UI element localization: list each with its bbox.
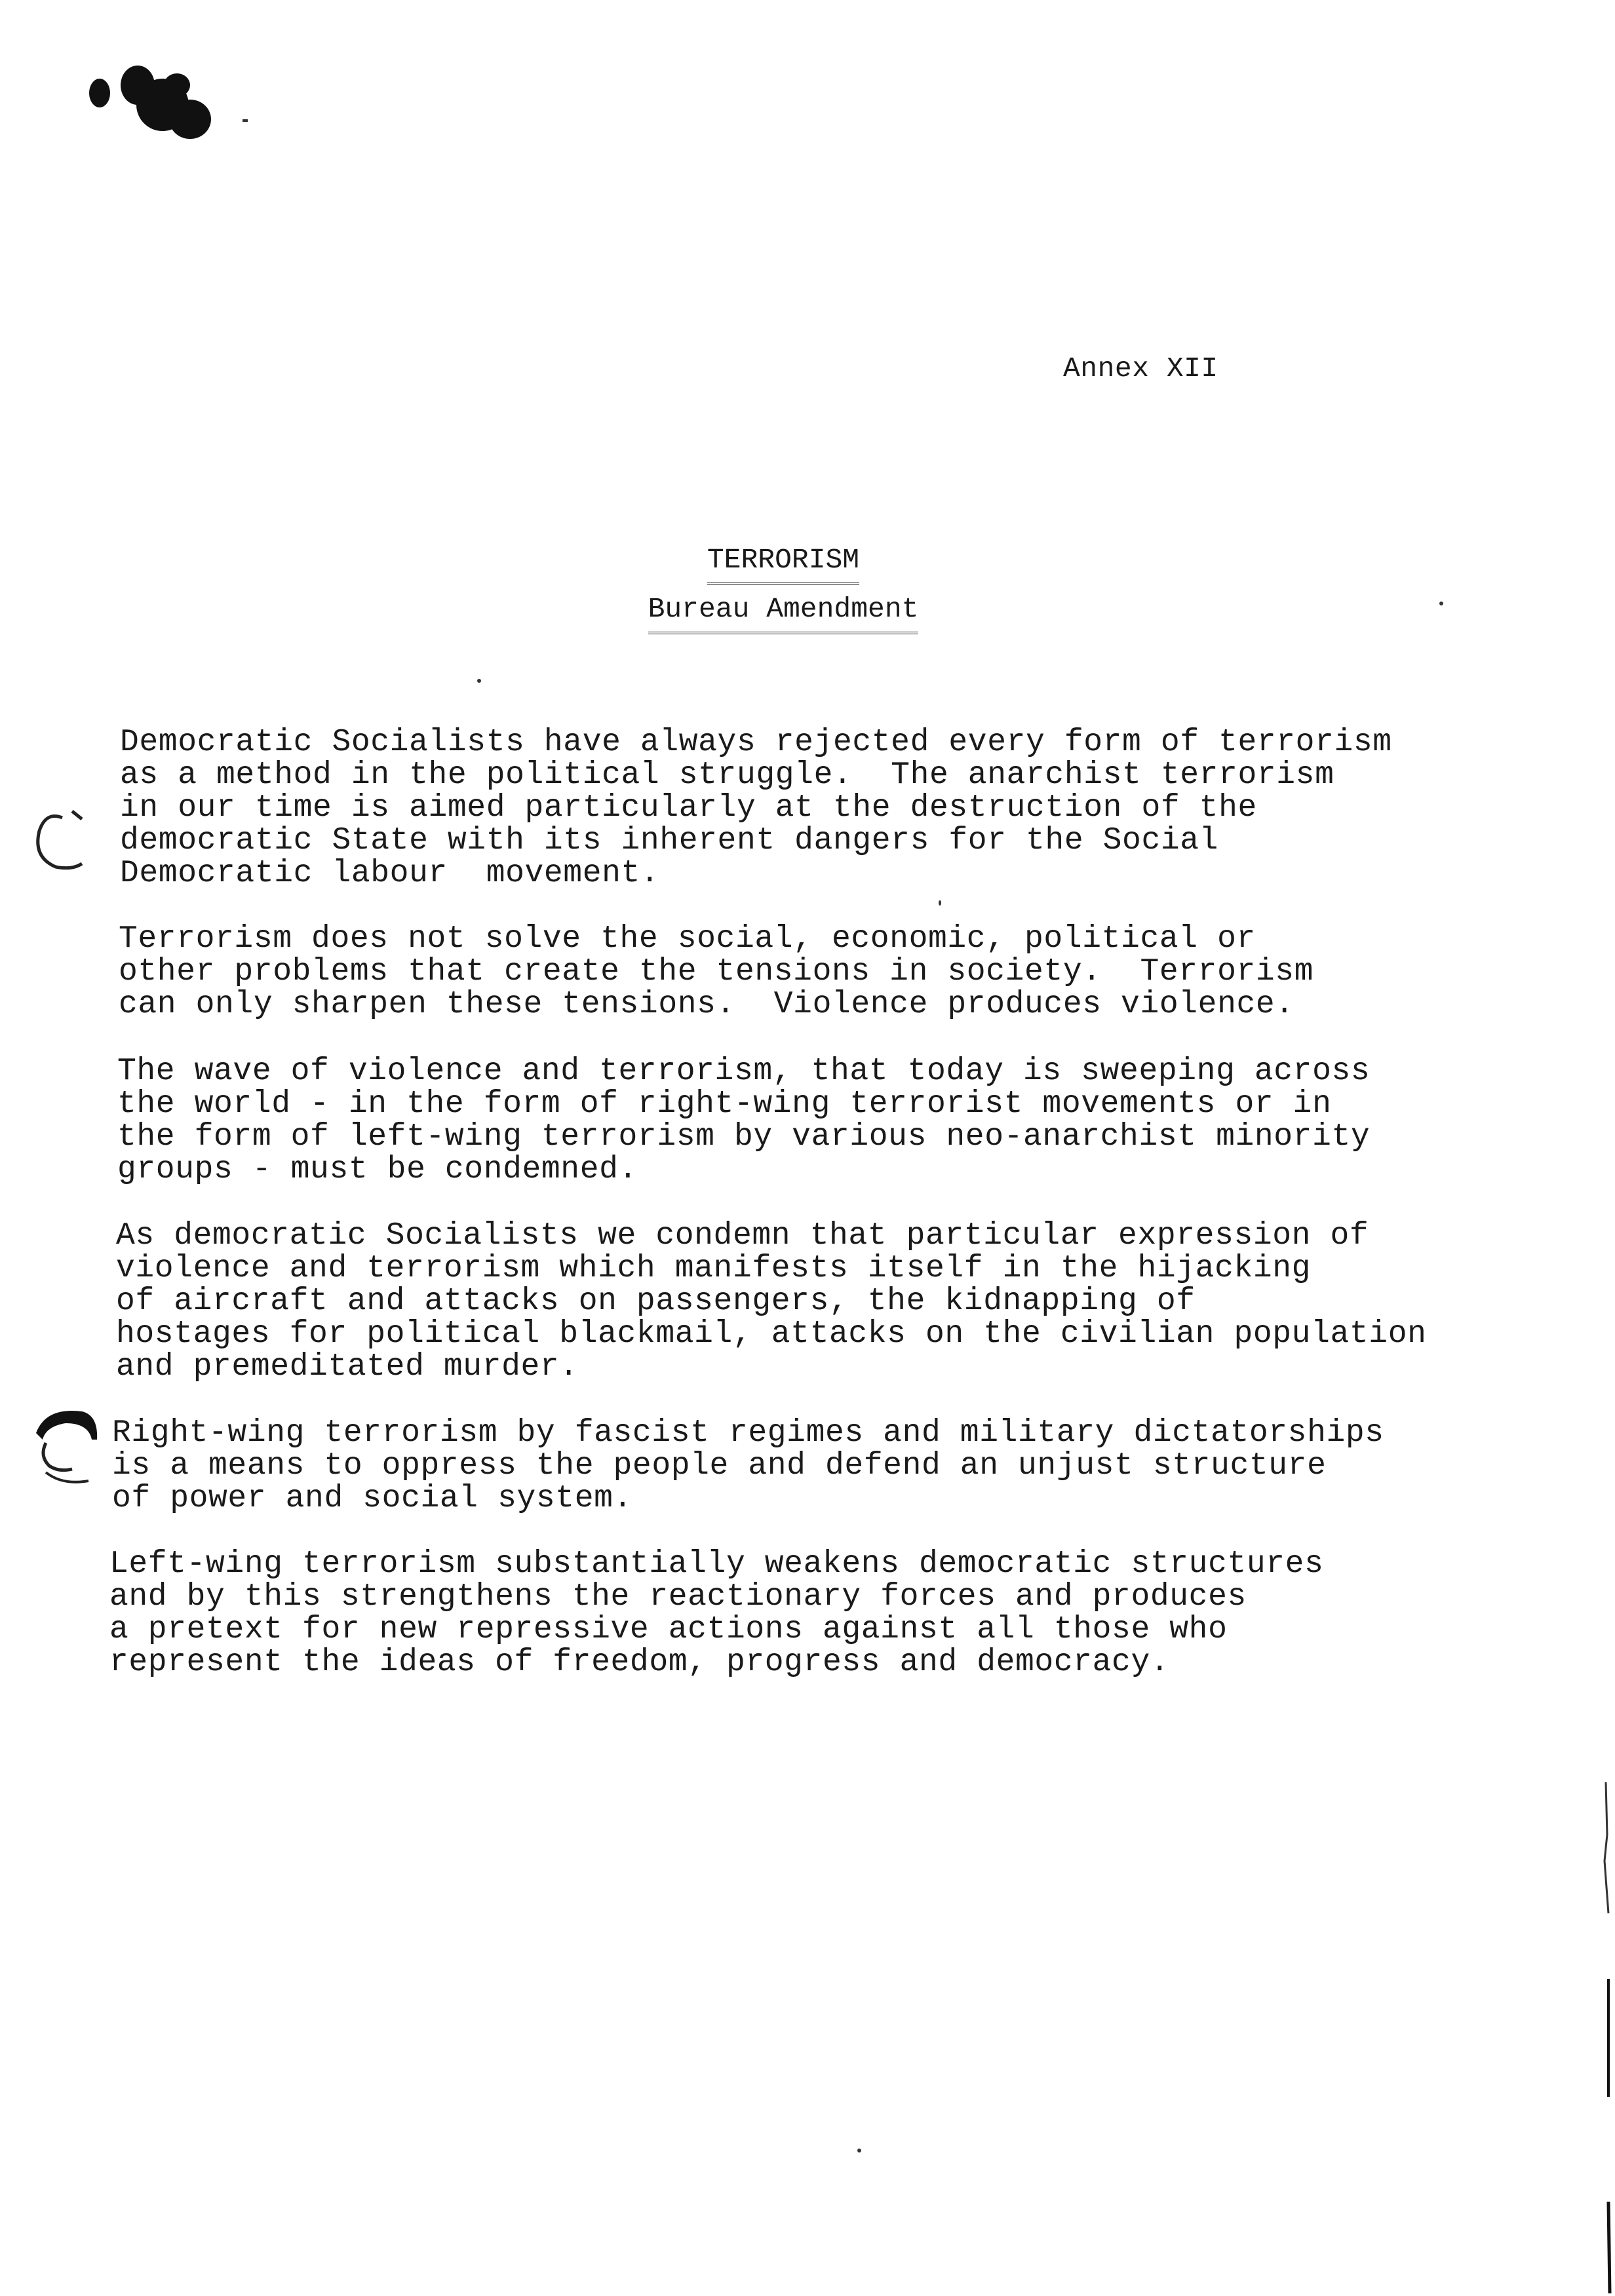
- paragraph: [109, 1548, 1324, 1679]
- speck: [939, 900, 941, 906]
- text-line: democratic State with its inherent dangers for the Social: [120, 823, 1219, 858]
- text-line: is a means to oppress the people and defend an unjust structure: [112, 1448, 1327, 1483]
- text-line: as a method in the political struggle. The anarchist terrorism: [120, 757, 1334, 793]
- text-line: of aircraft and attacks on passengers, the kidnapping of: [116, 1284, 1196, 1319]
- text-line: Right-wing terrorism by fascist regimes and military dictatorships: [112, 1415, 1384, 1451]
- speck: [857, 2149, 861, 2152]
- text-line: and by this strengthens the reactionary forces and produces: [109, 1579, 1247, 1615]
- text-line: represent the ideas of freedom, progress and democracy.: [109, 1645, 1170, 1680]
- text-line: The wave of violence and terrorism, that today is sweeping across: [117, 1054, 1371, 1089]
- page-edge-mark: [1599, 1782, 1615, 2293]
- text-line: a pretext for new repressive actions against all those who: [109, 1612, 1228, 1647]
- text-line: Left-wing terrorism substantially weakens democratic structures: [109, 1546, 1324, 1582]
- speck: [477, 679, 481, 683]
- title-heading: TERRORISM: [707, 541, 859, 585]
- text-line: Democratic Socialists have always rejected every form of terrorism: [120, 725, 1392, 760]
- page-subtitle: [0, 590, 1566, 634]
- text-line: As democratic Socialists we condemn that particular expression of: [116, 1218, 1369, 1253]
- punch-hole-mark: [26, 805, 92, 877]
- text-line: and premeditated murder.: [116, 1349, 579, 1385]
- text-line: other problems that create the tensions in society. Terrorism: [119, 954, 1314, 989]
- text-line: violence and terrorism which manifests itself in the hijacking: [116, 1251, 1312, 1286]
- text-line: can only sharpen these tensions. Violence produces violence.: [119, 987, 1294, 1022]
- paragraph: [117, 1055, 1370, 1186]
- text-line: Democratic labour movement.: [120, 856, 660, 891]
- paragraph: [119, 923, 1313, 1021]
- text-line: groups - must be condemned.: [117, 1152, 638, 1187]
- ink-blot: [85, 59, 269, 151]
- paragraph: [112, 1417, 1384, 1515]
- text-line: in our time is aimed particularly at the destruction of the: [120, 790, 1257, 826]
- paragraph: [116, 1219, 1427, 1383]
- annex-label: Annex XII: [1063, 353, 1218, 385]
- text-line: Terrorism does not solve the social, economic, political or: [119, 921, 1256, 957]
- paragraph: [120, 726, 1392, 890]
- text-line: hostages for political blackmail, attacks on the civilian population: [116, 1316, 1427, 1352]
- punch-hole-mark: [26, 1404, 105, 1489]
- text-line: of power and social system.: [112, 1481, 632, 1516]
- page-title: [0, 541, 1566, 585]
- text-line: the form of left-wing terrorism by various neo-anarchist minority: [117, 1119, 1371, 1155]
- title-subheading: Bureau Amendment: [648, 590, 919, 634]
- text-line: the world - in the form of right-wing terrorist movements or in: [117, 1086, 1332, 1122]
